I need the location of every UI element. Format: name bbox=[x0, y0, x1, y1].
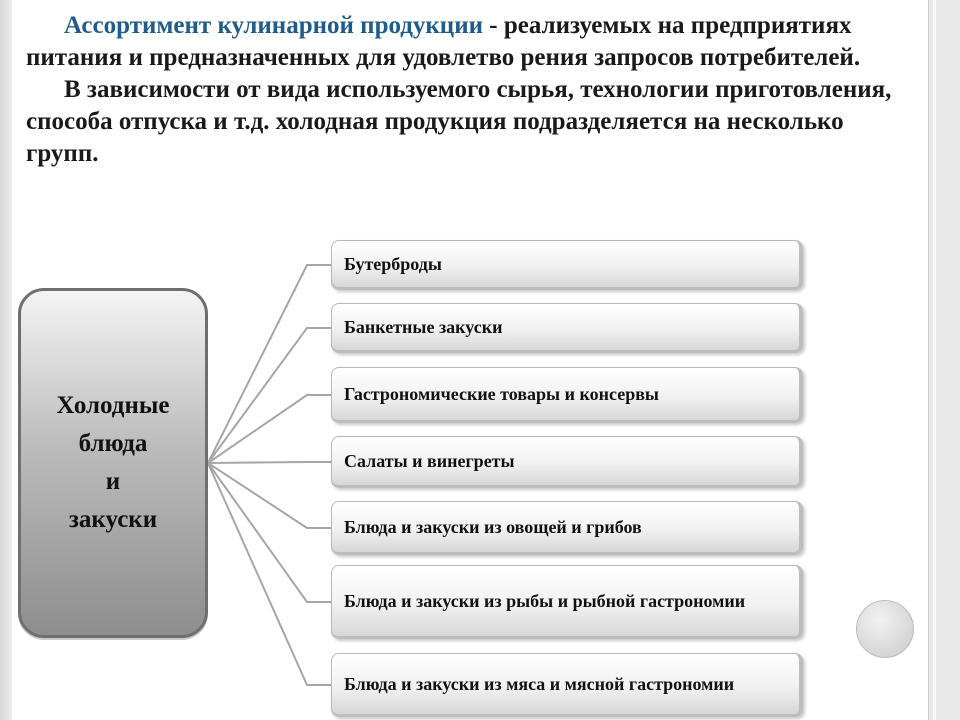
category-item-sandwiches bbox=[331, 240, 803, 290]
main-category-box bbox=[18, 288, 208, 638]
category-item-label: Салаты и винегреты bbox=[344, 451, 515, 471]
category-item-label: Бутерброды bbox=[344, 254, 442, 274]
category-item-label: Блюда и закуски из мяса и мясной гастрономии bbox=[344, 674, 735, 694]
category-item-gastronomy-canned bbox=[331, 367, 803, 423]
category-item-label: Банкетные закуски bbox=[344, 317, 503, 337]
connector-line bbox=[208, 265, 331, 463]
intro-definition: - реализуемых на предприятиях питания и предназначенных для удовлетво рения запросов потребителей. bbox=[26, 12, 861, 71]
category-item-label: Блюда и закуски из овощей и грибов bbox=[344, 517, 642, 537]
connector-line bbox=[208, 463, 331, 528]
connector-line bbox=[208, 463, 331, 685]
category-item-banquet-snacks bbox=[331, 303, 803, 353]
intro-term: Ассортимент кулинарной продукции bbox=[64, 12, 484, 39]
category-item-salads bbox=[331, 436, 803, 488]
category-item-vegetables-mushrooms bbox=[331, 501, 803, 555]
intro-paragraph-2: В зависимости от вида используемого сырья, технологии приготовления, способа отпуска и т.д. холодная продукция подразделяется на несколько групп. bbox=[26, 76, 892, 167]
category-item-fish bbox=[331, 565, 803, 639]
connector-line bbox=[208, 462, 331, 463]
connector-line bbox=[208, 395, 331, 463]
main-category-label: Холодные блюда и закуски bbox=[56, 392, 170, 533]
category-item-label: Гастрономические товары и консервы bbox=[344, 384, 659, 404]
category-item-label: Блюда и закуски из рыбы и рыбной гастрономии bbox=[344, 591, 746, 611]
connector-line bbox=[208, 463, 331, 602]
category-item-meat bbox=[331, 653, 803, 717]
